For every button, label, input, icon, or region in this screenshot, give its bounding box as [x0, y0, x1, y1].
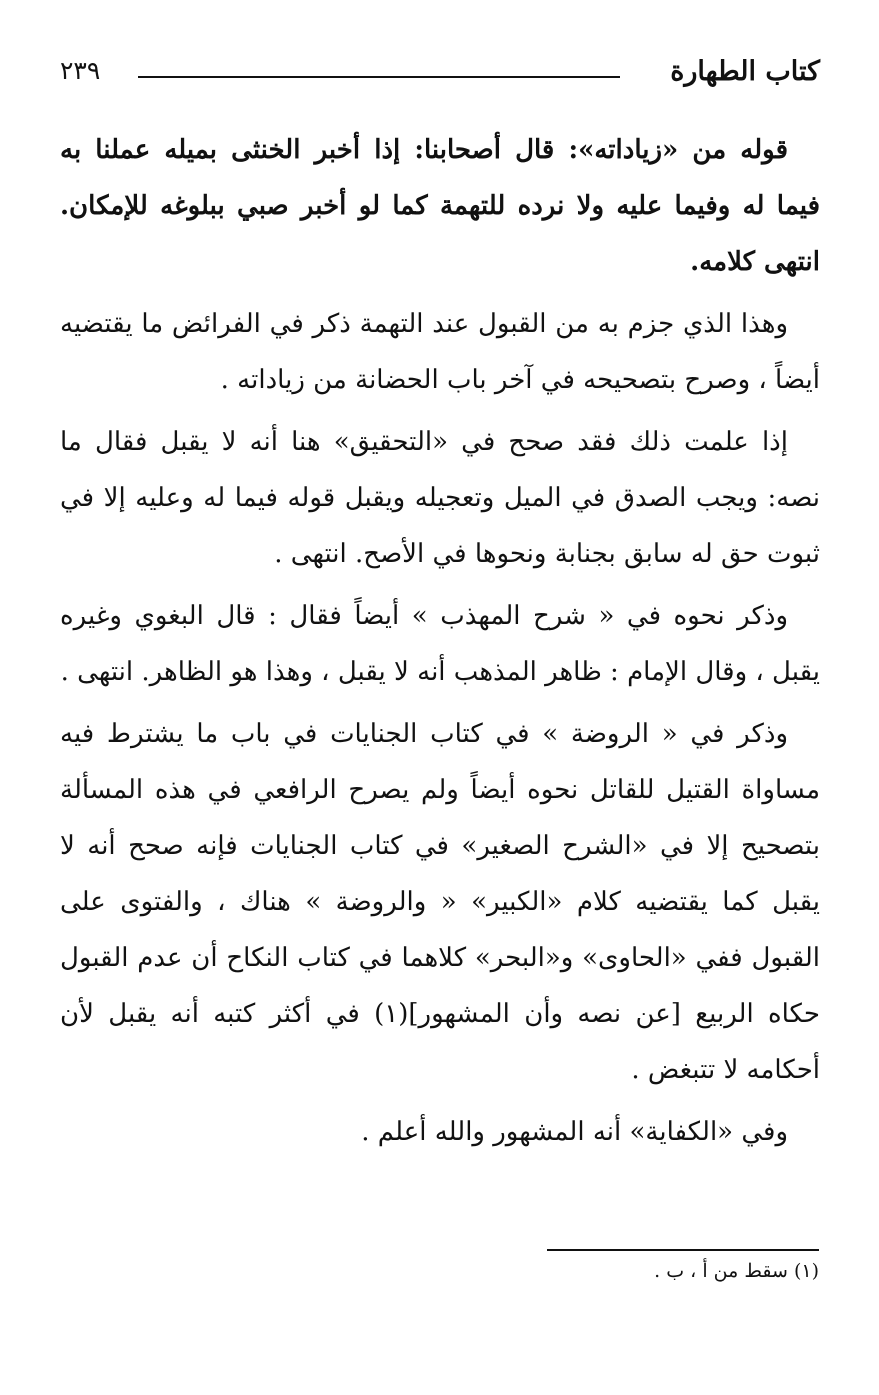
page-header — [60, 56, 820, 96]
paragraph: وذكر في « الروضة » في كتاب الجنايات في باب ما يشترط فيه مساواة القتيل للقاتل نحوه أيضاً ولم يصرح الرافعي في هذه المسألة بتصحيح إلا في «الشرح الصغير» في كتاب الجنايات فإنه صحح أنه لا يقبل كما يقتضيه كلام «الكبير» « والروضة » هناك ، والفتوى على القبول ففي «الحاوى» و«البحر» كلاهما في كتاب النكاح أن عدم القبول حكاه الربيع [عن نصه وأن المشهور](١) في أكثر كتبه أنه يقبل لأن أحكامه لا تتبغض . — [60, 719, 820, 1085]
footnote: (١) سقط من أ ، ب . — [654, 1260, 819, 1282]
paragraph: وفي «الكفاية» أنه المشهور والله أعلم . — [361, 1117, 788, 1147]
paragraph: وهذا الذي جزم به من القبول عند التهمة ذكر في الفرائض ما يقتضيه أيضاً ، وصرح بتصحيحه في آخر باب الحضانة من زياداته . — [60, 309, 820, 395]
header-rule — [138, 76, 620, 78]
paragraph: قوله من «زياداته»: قال أصحابنا: إذا أخبر الخنثى بميله عملنا به فيما له وفيما عليه ولا نرده للتهمة كما لو أخبر صبي ببلوغه للإمكان. انتهى كلامه. — [60, 135, 820, 277]
page-number: ٢٣٩ — [60, 56, 101, 85]
chapter-title: كتاب الطهارة — [670, 56, 820, 87]
body-text — [60, 122, 820, 1166]
paragraph: إذا علمت ذلك فقد صحح في «التحقيق» هنا أنه لا يقبل فقال ما نصه: ويجب الصدق في الميل وتعجيله ويقبل قوله فيما له وعليه إلا في ثبوت حق له سابق بجنابة ونحوها في الأصح. انتهى . — [60, 427, 820, 569]
footnote-rule — [547, 1249, 819, 1251]
paragraph: وذكر نحوه في « شرح المهذب » أيضاً فقال : قال البغوي وغيره يقبل ، وقال الإمام : ظاهر المذهب أنه لا يقبل ، وهذا هو الظاهر. انتهى . — [60, 601, 820, 687]
